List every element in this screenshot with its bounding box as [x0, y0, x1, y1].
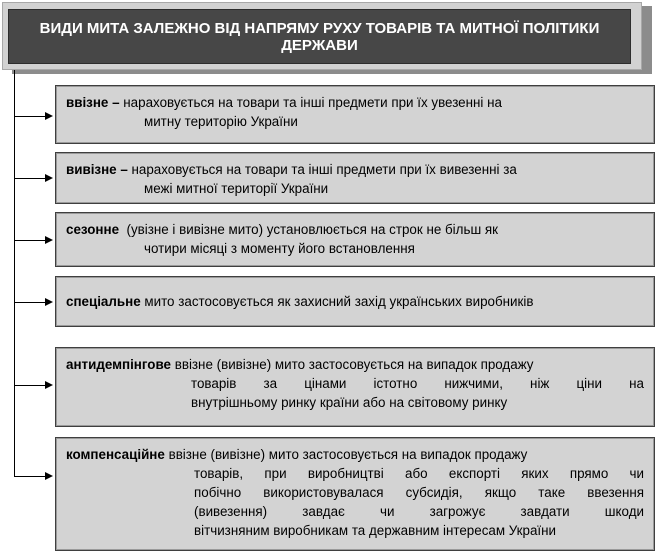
duty-term: сезонне [66, 222, 120, 237]
connector-arrow-6 [14, 476, 51, 477]
duty-type-card-countervailing [55, 437, 655, 551]
connector-arrow-4 [14, 302, 51, 303]
duty-description-cont: (вивезення) завдає чи загрожує завдати шкоди [194, 504, 644, 519]
card-line [66, 445, 644, 464]
connector-spine [14, 70, 15, 476]
connector-arrow-1 [14, 116, 51, 117]
term-dash: – [116, 162, 132, 177]
duty-term: вивізне [66, 162, 117, 177]
duty-description: нараховується на товари та інші предмети при їх увезенні на [123, 95, 502, 110]
duty-description-cont: митну територію України [144, 114, 298, 129]
duty-term: антидемпінгове [66, 357, 171, 372]
duty-description-cont: товарів, при виробництві або експорті яких прямо чи [194, 466, 644, 481]
duty-description-cont: вітчизняним виробникам та державним інтересам України [194, 523, 557, 538]
diagram-title: ВИДИ МИТА ЗАЛЕЖНО ВІД НАПРЯМУ РУХУ ТОВАРІВ ТА МИТНОЇ ПОЛІТИКИ ДЕРЖАВИ [8, 9, 631, 64]
duty-description-cont: межі митної території України [144, 181, 329, 196]
term-dash: – [108, 95, 124, 110]
card-line [66, 355, 644, 374]
duty-term: спеціальне [66, 294, 141, 309]
card-line [66, 93, 644, 112]
duty-type-card-seasonal [55, 212, 655, 267]
duty-type-card-import [55, 85, 655, 144]
diagram-header [2, 2, 642, 70]
duty-description: нараховується на товари та інші предмети при їх вивезенні за [131, 162, 517, 177]
connector-arrow-3 [14, 240, 51, 241]
duty-description-cont: товарів за цінами істотно нижчими, ніж ціни на [191, 376, 644, 391]
duty-type-card-special [55, 276, 655, 327]
duty-term: ввізне [66, 95, 109, 110]
duty-description-cont: побічно використовувалася субсидія, якщо таке ввезення [194, 485, 644, 500]
connector-arrow-5 [14, 385, 51, 386]
connector-arrow-2 [14, 178, 51, 179]
duty-description: мито застосовується як захисний захід українських виробників [144, 294, 534, 309]
duty-description: ввізне (вивізне) мито застосовується на випадок продажу [168, 447, 528, 462]
duty-type-card-antidumping [55, 347, 655, 427]
duty-description-cont: чотири місяці з моменту його встановлення [144, 241, 415, 256]
card-line [66, 292, 644, 311]
duty-term: компенсаційне [66, 447, 165, 462]
duty-type-card-export [55, 152, 655, 204]
duty-description-cont: внутрішньому ринку країни або на світовому ринку [191, 395, 508, 410]
duty-description: ввізне (вивізне) мито застосовується на випадок продажу [174, 357, 534, 372]
card-line [66, 220, 644, 239]
card-line [66, 160, 644, 179]
duty-description: (увізне і вивізне мито) установлюється на строк не більш як [126, 222, 499, 237]
